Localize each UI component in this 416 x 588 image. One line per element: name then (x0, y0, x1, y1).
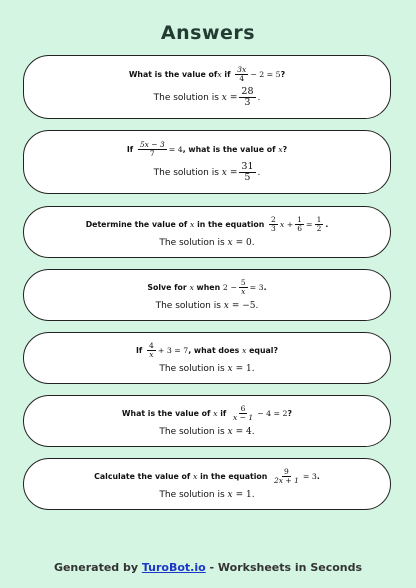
fraction: $\frac{1}{6}$ (297, 215, 303, 233)
answer-4: The solution is x = −5 . (155, 300, 259, 311)
question-2: If $\frac{5x - 3}{7}$ = 4 , what is the value of x ? (126, 139, 288, 158)
fraction: $\frac{5}{x}$ (240, 278, 246, 296)
fraction: $\frac{4}{x}$ (149, 341, 154, 359)
answer-6: The solution is x = 4 . (159, 426, 255, 437)
fraction: $\frac{5x - 3}{7}$ (139, 139, 165, 158)
fraction: $\frac{9}{2x + 1}$ (274, 467, 299, 485)
answer-7: The solution is x = 1 . (159, 489, 255, 500)
question-3: Determine the value of x in the equation $\frac{2}{3}$ x + $\frac{1}{6}$ = $\frac{1}{2}$ . (85, 215, 329, 233)
answer-2: The solution is x = $\frac{31}{5}$ . (153, 161, 261, 184)
fraction: $\frac{2}{3}$ (271, 215, 276, 233)
fraction: $\frac{28}{3}$ (241, 86, 254, 109)
fraction: $\frac{31}{5}$ (241, 161, 254, 184)
answer-card-2 (23, 130, 391, 194)
question-6: What is the value of x if $\frac{6}{x - 1}$ − 4 = 2 ? (121, 404, 293, 422)
answer-5: The solution is x = 1 . (159, 363, 255, 374)
answer-card-6 (23, 395, 391, 447)
turobot-link[interactable]: TuroBot.io (141, 561, 206, 574)
answer-1: The solution is x = $\frac{28}{3}$ . (153, 86, 261, 109)
footer: Generated by TuroBot.io - Worksheets in Seconds (53, 561, 363, 574)
answer-card-4 (23, 269, 391, 321)
answer-card-7 (23, 458, 391, 510)
answer-card-3 (23, 206, 391, 258)
fraction: $\frac{3x}{4}$ (237, 64, 247, 83)
fraction: $\frac{1}{2}$ (316, 215, 322, 233)
fraction: $\frac{6}{x - 1}$ (233, 404, 254, 422)
page-title: Answers (160, 22, 256, 44)
answer-3: The solution is x = 0 . (159, 237, 255, 248)
question-7: Calculate the value of x in the equation $\frac{9}{2x + 1}$ = 3 . (94, 467, 320, 485)
answer-card-1 (23, 55, 391, 119)
answer-card-5 (23, 332, 391, 384)
question-1: What is the value of x if $\frac{3x}{4}$ − 2 = 5 ? (128, 64, 286, 83)
question-5: If $\frac{4}{x}$ + 3 = 7 , what does x equal? (136, 341, 278, 359)
question-4: Solve for x when 2 − $\frac{5}{x}$ = 3 . (147, 278, 267, 296)
